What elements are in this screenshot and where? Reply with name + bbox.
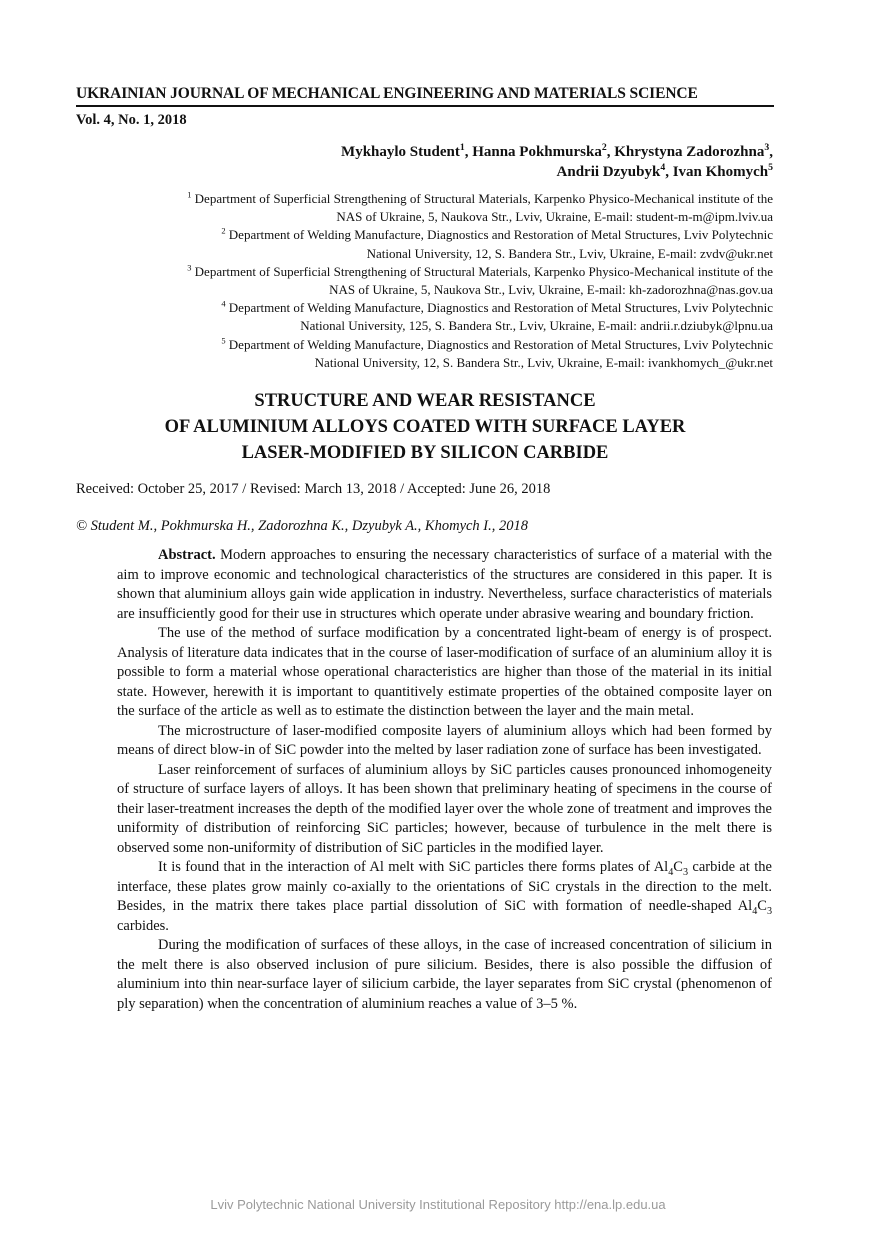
- repository-footer: Lviv Polytechnic National University Institutional Repository http://ena.lp.edu.ua: [210, 1197, 666, 1212]
- author-name: Khrystyna Zadorozhna: [614, 144, 765, 160]
- author-line-2: [173, 162, 773, 182]
- affiliation-line: [100, 299, 773, 317]
- affiliation-text: Department of Welding Manufacture, Diagnostics and Restoration of Metal Structures, Lviv Polytechnic: [228, 227, 773, 243]
- affiliation-list: [100, 190, 773, 372]
- affiliation-text: NAS of Ukraine, 5, Naukova Str., Lviv, Ukraine, E-mail: student-m-m@ipm.lviv.ua: [336, 209, 773, 225]
- formula-subscript: 4: [752, 905, 758, 917]
- paper-title: [76, 388, 774, 466]
- affiliation-line: [100, 281, 773, 299]
- affiliation-sup: 2: [221, 226, 226, 237]
- affiliation-text: National University, 12, S. Bandera Str., Lviv, Ukraine, E-mail: zvdv@ukr.net: [366, 245, 773, 261]
- affiliation-line: [100, 263, 773, 281]
- paragraph-text: carbides.: [117, 917, 169, 934]
- title-line: STRUCTURE AND WEAR RESISTANCE: [254, 391, 596, 411]
- author-sup: 5: [768, 162, 773, 173]
- author-sup: 4: [660, 162, 666, 173]
- publication-dates: Received: October 25, 2017 / Revised: March 13, 2018 / Accepted: June 26, 2018: [76, 481, 551, 497]
- affiliation-sup: 5: [221, 335, 226, 346]
- formula-subscript: 3: [682, 866, 688, 878]
- abstract-paragraph: Laser reinforcement of surfaces of aluminium alloys by SiC particles causes pronounced inhomogeneity of structure of surface layers of alloys. It has been shown that preliminary heating of specimens in the course of their laser-treatment increases the depth of the modified layer over the whole zone of treatment and improves the uniformity of distribution of reinforcing SiC particles; however, because of turbulence in the melt there is observed some non-uniformity of distribution of SiC particles in the modified layer.: [117, 761, 772, 856]
- abstract-label: Abstract.: [158, 547, 216, 563]
- affiliation-line: [100, 336, 773, 354]
- abstract-paragraph: [117, 546, 772, 624]
- author-sup: 2: [601, 142, 607, 153]
- volume-info: Vol. 4, No. 1, 2018: [76, 112, 187, 128]
- abstract-paragraph: [117, 858, 772, 936]
- affiliation-line: [100, 190, 773, 208]
- copyright-line: © Student M., Pokhmurska H., Zadorozhna K., Dzyubyk A., Khomych I., 2018: [76, 518, 529, 534]
- author-sup: 3: [764, 142, 770, 153]
- affiliation-text: NAS of Ukraine, 5, Naukova Str., Lviv, Ukraine, E-mail: kh-zadorozhna@nas.gov.ua: [329, 282, 773, 298]
- affiliation-line: [100, 245, 773, 263]
- author-name: Hanna Pokhmurska: [472, 144, 602, 160]
- affiliation-text: National University, 12, S. Bandera Str., Lviv, Ukraine, E-mail: ivankhomych_@ukr.net: [314, 354, 773, 370]
- author-name: Mykhaylo Student: [341, 144, 460, 160]
- affiliation-text: Department of Welding Manufacture, Diagnostics and Restoration of Metal Structures, Lviv Polytechnic: [228, 336, 773, 352]
- affiliation-line: [100, 208, 773, 226]
- formula-subscript: 3: [766, 905, 772, 917]
- author-separator: ,: [464, 144, 473, 160]
- author-sup: 1: [459, 142, 465, 153]
- formula-subscript: 4: [668, 866, 674, 878]
- abstract-paragraph: The microstructure of laser-modified composite layers of aluminium alloys which had been formed by means of direct blow-in of SiC powder into the melted by laser radiation zone of surface has been investigated.: [117, 722, 772, 758]
- affiliation-text: Department of Welding Manufacture, Diagnostics and Restoration of Metal Structures, Lviv Polytechnic: [228, 300, 773, 316]
- affiliation-sup: 3: [187, 262, 192, 273]
- author-list: [173, 142, 773, 182]
- title-line: LASER-MODIFIED BY SILICON CARBIDE: [241, 443, 609, 463]
- author-separator: ,: [769, 144, 773, 160]
- affiliation-sup: 4: [221, 298, 226, 309]
- affiliation-line: [100, 226, 773, 244]
- journal-title: UKRAINIAN JOURNAL OF MECHANICAL ENGINEERING AND MATERIALS SCIENCE: [76, 85, 774, 107]
- author-name: Ivan Khomych: [672, 164, 769, 180]
- author-name: Andrii Dzyubyk: [556, 164, 661, 180]
- affiliation-line: [100, 317, 773, 335]
- affiliation-text: Department of Superficial Strengthening of Structural Materials, Karpenko Physico-Mechanical institute of the: [194, 263, 773, 279]
- abstract-paragraph: During the modification of surfaces of these alloys, in the case of increased concentration of silicium in the melt there is also observed inclusion of pure silicium. Besides, there is also possible the diffusion of aluminium into thin near-surface layer of silicium carbide, the layer separates from SiC crystal (phenomenon of ply separation) when the concentration of aluminium reaches a value of 3–5 %.: [117, 937, 772, 1012]
- affiliation-text: Department of Superficial Strengthening of Structural Materials, Karpenko Physico-Mechanical institute of the: [194, 191, 773, 206]
- paragraph-text: Modern approaches to ensuring the necessary characteristics of surface of a material with the aim to improve economic and technological characteristics of the structures are considered in this paper. It is shown that aluminium alloys gain wide application in industry. Nevertheless, surface characteristics of materials are insufficiently good for their use in structures which operate under abrasive wearing and boundary friction.: [117, 547, 772, 622]
- abstract-paragraph: The use of the method of surface modification by a concentrated light-beam of energy is of prospect. Analysis of literature data indicates that in the course of laser-modification of surface of an aluminium alloy it is possible to form a material whose operational characteristics are higher than those of the material in its initial state. However, herewith it is important to quantitively estimate properties of the obtained composite layer on the surface of the article as well as to estimate the distinction between the layer and the main metal.: [117, 625, 772, 719]
- title-line: OF ALUMINIUM ALLOYS COATED WITH SURFACE LAYER: [164, 417, 686, 437]
- affiliation-line: [100, 354, 773, 372]
- formula-text: C: [757, 898, 767, 914]
- author-separator: ,: [665, 164, 673, 180]
- author-separator: ,: [606, 144, 615, 160]
- abstract-body: [117, 546, 772, 1014]
- formula-text: C: [673, 859, 683, 875]
- affiliation-sup: 1: [187, 189, 192, 200]
- paragraph-text: carbide at the interface, these plates grow mainly co-axially to the orientations of SiC crystals in the direction to the melt. Besides, in the matrix there takes place partial dissolution of SiC with formation of needle-shaped Al: [117, 859, 772, 914]
- author-line-1: [173, 142, 773, 162]
- paragraph-text: It is found that in the interaction of Al melt with SiC particles there forms plates of Al: [158, 859, 669, 875]
- affiliation-text: National University, 125, S. Bandera Str., Lviv, Ukraine, E-mail: andrii.r.dziubyk@lpnu.ua: [300, 318, 773, 334]
